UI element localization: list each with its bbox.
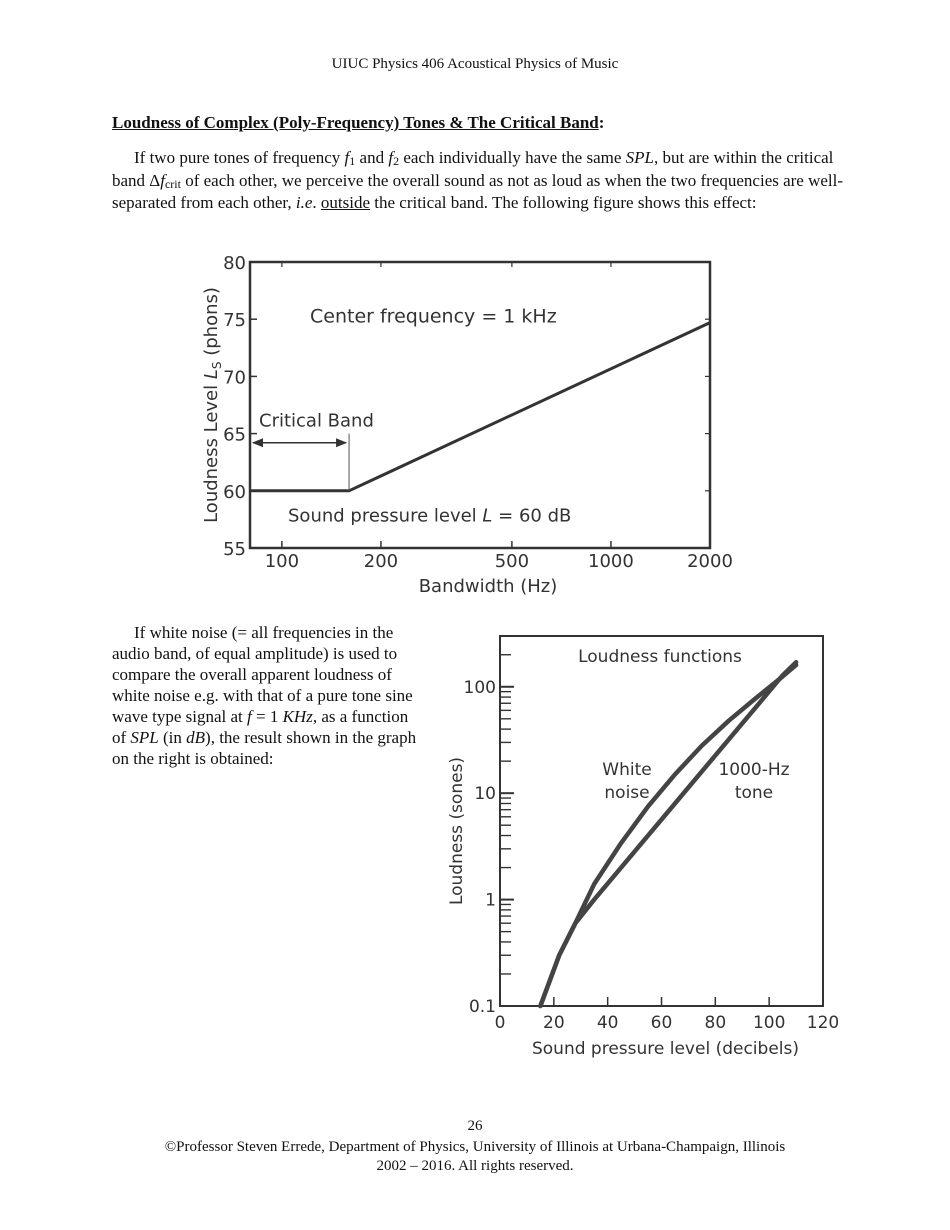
white-noise-label-line1: White bbox=[602, 760, 652, 780]
x-tick-label: 20 bbox=[543, 1013, 565, 1033]
x-axis-label: Bandwidth (Hz) bbox=[418, 576, 558, 597]
y-tick-label: 75 bbox=[223, 310, 246, 332]
y-tick-label: 60 bbox=[223, 481, 246, 503]
section-title bbox=[112, 113, 604, 133]
y-tick-label: 55 bbox=[223, 539, 246, 560]
x-tick-label: 100 bbox=[752, 1013, 786, 1033]
loudness-level-line bbox=[250, 323, 710, 491]
critical-band-chart bbox=[190, 250, 750, 605]
white-noise-paragraph: If white noise (= all frequencies in the audio band, of equal amplitude) is used to compare the overall apparent loudness of white noise e.g. with that of a pure tone sine wave type signal at f = 1 KHz, as a function of SPL (in dB), the result shown in the graph on the right is obtained: bbox=[112, 623, 417, 768]
section-title-text: Loudness of Complex (Poly-Frequency) Tones & The Critical Band bbox=[112, 113, 599, 132]
y-axis-label: Loudness Level $L_S$ (phons) bbox=[201, 287, 224, 523]
running-header: UIUC Physics 406 Acoustical Physics of Music bbox=[331, 56, 619, 72]
chart-title: Loudness functions bbox=[578, 647, 742, 667]
section-title-colon: : bbox=[598, 113, 605, 132]
arrowhead-right bbox=[336, 438, 347, 447]
x-tick-label: 100 bbox=[264, 551, 300, 572]
tone-curve bbox=[540, 662, 796, 1006]
x-tick-label: 200 bbox=[363, 551, 399, 572]
copyright-footer: ©Professor Steven Errede, Department of Physics, University of Illinois at Urbana-Champaign, Illinois 2002 – 2016. All rights reserved. bbox=[164, 1139, 786, 1174]
x-tick-label: 40 bbox=[596, 1013, 619, 1033]
y-tick-label: 65 bbox=[223, 424, 246, 446]
x-tick-label: 1000 bbox=[588, 551, 634, 572]
x-tick-label: 80 bbox=[704, 1013, 727, 1033]
page-number: 26 bbox=[467, 1118, 483, 1134]
x-tick-label: 0 bbox=[494, 1013, 506, 1033]
loudness-functions-chart bbox=[440, 628, 850, 1068]
x-tick-label: 2000 bbox=[687, 551, 733, 572]
x-tick-label: 60 bbox=[650, 1013, 673, 1033]
x-axis-label: Sound pressure level (decibels) bbox=[531, 1039, 800, 1059]
y-tick-label: 1 bbox=[485, 890, 496, 911]
white-noise-label-line2: noise bbox=[604, 783, 650, 803]
y-tick-label: 80 bbox=[223, 253, 246, 274]
white-noise-curve bbox=[540, 665, 796, 1006]
y-tick-label: 10 bbox=[474, 784, 496, 805]
y-tick-label: 100 bbox=[463, 677, 496, 698]
y-tick-label: 70 bbox=[223, 367, 246, 389]
x-tick-label: 500 bbox=[494, 551, 530, 572]
tone-label-line1: 1000-Hz bbox=[718, 760, 790, 780]
sound-pressure-level-label: Sound pressure level L = 60 dB bbox=[288, 505, 572, 527]
y-axis-label: Loudness (sones) bbox=[447, 756, 467, 906]
x-tick-label: 120 bbox=[806, 1013, 840, 1033]
tone-label-line2: tone bbox=[734, 783, 774, 803]
critical-band-label: Critical Band bbox=[259, 410, 374, 432]
intro-paragraph: If two pure tones of frequency $f_1$ and $f_2$ each individually have the same SPL, but are within the critical band $\Delta f_{crit}$ of each other, we perceive the overall sound as not as loud as when the two frequencies are well-separated from each other, i.e. outside the critical band. The following figure shows this effect: bbox=[112, 148, 844, 212]
arrowhead-left bbox=[252, 438, 263, 447]
center-frequency-label: Center frequency = 1 kHz bbox=[310, 305, 557, 328]
y-tick-label: 0.1 bbox=[468, 997, 496, 1017]
